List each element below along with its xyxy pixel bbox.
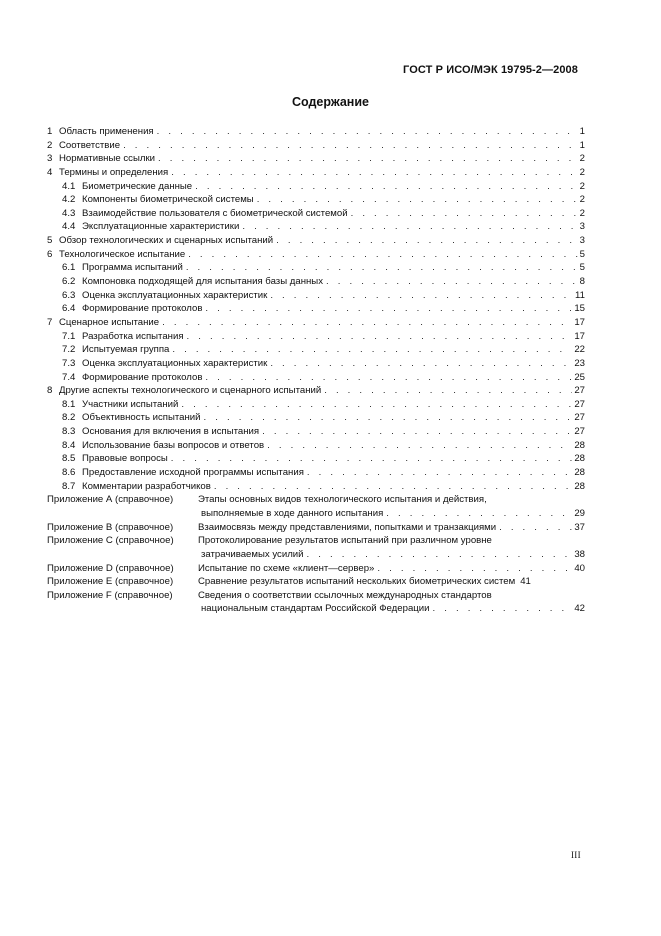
toc-page: 11	[575, 289, 585, 301]
appendix-page: 38	[574, 548, 585, 560]
toc-leader	[205, 302, 572, 316]
toc-title: Эксплуатационные характеристики	[82, 221, 240, 233]
toc-title: Формирование протоколов	[82, 371, 203, 383]
appendix-label: Приложение С (справочное)	[47, 535, 174, 547]
toc-leader	[171, 452, 573, 466]
toc-number: 7.3	[62, 357, 76, 369]
toc-page: 2	[579, 180, 585, 192]
toc-leader	[262, 425, 572, 439]
appendix-entry	[47, 493, 585, 520]
toc-title: Компоновка подходящей для испытания базы данных	[82, 276, 323, 288]
toc-number: 8.2	[62, 412, 76, 424]
toc-page: 1	[579, 139, 585, 151]
toc-leader	[270, 289, 573, 303]
toc-page: 25	[574, 371, 585, 383]
toc-page: 27	[574, 385, 585, 397]
toc-number: 6.2	[62, 276, 76, 288]
toc-title: Предоставление исходной программы испытания	[82, 467, 304, 479]
toc-page: 2	[579, 166, 585, 178]
toc-number: 4	[47, 166, 53, 178]
toc-title: Обзор технологических и сценарных испытаний	[59, 235, 274, 247]
toc-leader	[351, 207, 578, 221]
appendix-title-line2: выполняемые в ходе данного испытания	[201, 507, 384, 519]
toc-entry	[47, 371, 585, 385]
toc-leader	[307, 466, 572, 480]
toc-entry	[47, 180, 585, 194]
toc-leader	[324, 384, 572, 398]
appendix-title-line1: Этапы основных видов технологического испытания и действия,	[198, 494, 487, 506]
toc-leader	[162, 316, 572, 330]
toc-leader	[171, 166, 577, 180]
toc-number: 8.6	[62, 467, 76, 479]
table-of-contents	[47, 125, 585, 616]
toc-leader	[205, 371, 572, 385]
appendix-title-line1: Протоколирование результатов испытаний при различном уровне	[198, 535, 492, 547]
toc-leader	[242, 220, 577, 234]
toc-entry	[47, 289, 585, 303]
toc-entry	[47, 302, 585, 316]
toc-leader	[204, 411, 573, 425]
appendix-page: 29	[574, 507, 585, 519]
toc-title: Испытуемая группа	[82, 344, 170, 356]
toc-title: Технологическое испытание	[59, 248, 186, 260]
toc-page: 22	[574, 344, 585, 356]
toc-title: Оценка эксплуатационных характеристик	[82, 357, 268, 369]
toc-number: 6.1	[62, 262, 76, 274]
appendix-title: Сравнение результатов испытаний нескольких биометрических систем	[198, 576, 516, 588]
toc-number: 8.1	[62, 398, 76, 410]
appendix-page: 41	[520, 576, 531, 588]
toc-leader	[188, 248, 577, 262]
toc-number: 7.2	[62, 344, 76, 356]
appendix-title-line2: затрачиваемых усилий	[201, 548, 304, 560]
toc-entry	[47, 234, 585, 248]
appendix-entry	[47, 521, 585, 535]
toc-number: 7.4	[62, 371, 76, 383]
toc-leader	[386, 507, 572, 521]
toc-number: 8.3	[62, 426, 76, 438]
toc-number: 7.1	[62, 330, 76, 342]
toc-title: Правовые вопросы	[82, 453, 168, 465]
toc-page: 3	[579, 221, 585, 233]
appendix-page: 37	[574, 521, 585, 533]
toc-page: 27	[574, 412, 585, 424]
toc-entry	[47, 152, 585, 166]
toc-entry	[47, 480, 585, 494]
toc-leader	[377, 562, 572, 576]
toc-page: 28	[574, 453, 585, 465]
toc-entry	[47, 439, 585, 453]
toc-page: 2	[579, 153, 585, 165]
toc-leader	[307, 548, 573, 562]
toc-page: 1	[579, 126, 585, 137]
toc-title: Использование базы вопросов и ответов	[82, 439, 265, 451]
toc-title: Основания для включения в испытания	[82, 426, 260, 438]
toc-page: 8	[579, 276, 585, 288]
toc-entry	[47, 466, 585, 480]
appendix-entry	[47, 534, 585, 561]
toc-leader	[326, 275, 578, 289]
appendix-title-line2: национальным стандартам Российской Федерации	[201, 603, 430, 615]
toc-number: 8.7	[62, 480, 76, 492]
toc-leader	[157, 125, 578, 139]
toc-number: 8.4	[62, 439, 76, 451]
toc-page: 2	[579, 194, 585, 206]
toc-number: 6.4	[62, 303, 76, 315]
toc-leader	[158, 152, 578, 166]
toc-entry	[47, 125, 585, 139]
toc-entry	[47, 357, 585, 371]
toc-title: Комментарии разработчиков	[82, 480, 211, 492]
toc-entry	[47, 275, 585, 289]
toc-number: 2	[47, 139, 53, 151]
appendix-entry	[47, 589, 585, 616]
page-title: Содержание	[291, 95, 369, 109]
toc-page: 28	[574, 439, 585, 451]
toc-entry	[47, 411, 585, 425]
toc-leader	[214, 480, 572, 494]
toc-entry	[47, 452, 585, 466]
toc-page: 28	[574, 480, 585, 492]
toc-leader	[276, 234, 578, 248]
toc-page: 5	[579, 262, 585, 274]
toc-title: Термины и определения	[59, 166, 169, 178]
toc-entry	[47, 330, 585, 344]
toc-number: 7	[47, 316, 53, 328]
toc-number: 4.1	[62, 180, 76, 192]
toc-entry	[47, 207, 585, 221]
toc-number: 1	[47, 126, 53, 137]
toc-leader	[187, 330, 573, 344]
appendix-label: Приложение Е (справочное)	[47, 576, 174, 588]
toc-title: Нормативные ссылки	[59, 153, 156, 165]
toc-leader	[195, 180, 578, 194]
toc-title: Разработка испытания	[82, 330, 184, 342]
toc-title: Область применения	[59, 126, 154, 137]
toc-page: 15	[574, 303, 585, 315]
toc-title: Компоненты биометрической системы	[82, 194, 254, 206]
document-standard-header: ГОСТ Р ИСО/МЭК 19795-2—2008	[403, 64, 578, 76]
toc-page: 17	[574, 330, 585, 342]
toc-page: 23	[574, 357, 585, 369]
toc-page: 17	[574, 316, 585, 328]
appendix-label: Приложение В (справочное)	[47, 521, 174, 533]
toc-entry	[47, 220, 585, 234]
toc-leader	[499, 521, 572, 535]
toc-entry	[47, 261, 585, 275]
toc-entry	[47, 248, 585, 262]
appendix-title: Испытание по схеме «клиент—сервер»	[198, 562, 375, 574]
appendix-label: Приложение D (справочное)	[47, 562, 174, 574]
appendix-title: Взаимосвязь между представлениями, попытками и транзакциями	[198, 521, 497, 533]
toc-page: 27	[574, 426, 585, 438]
toc-page: 3	[579, 235, 585, 247]
toc-entry	[47, 193, 585, 207]
appendix-label: Приложение А (справочное)	[47, 494, 174, 506]
toc-leader	[433, 602, 573, 616]
toc-entry	[47, 166, 585, 180]
toc-entry	[47, 384, 585, 398]
toc-leader	[270, 357, 572, 371]
appendix-entry	[47, 575, 585, 589]
toc-leader	[267, 439, 572, 453]
appendix-page: 40	[574, 562, 585, 574]
toc-leader	[257, 193, 578, 207]
toc-number: 4.2	[62, 194, 76, 206]
toc-entry	[47, 343, 585, 357]
toc-title: Участники испытаний	[82, 398, 179, 410]
toc-title: Сценарное испытание	[59, 316, 160, 328]
toc-number: 8.5	[62, 453, 76, 465]
appendix-page: 42	[574, 603, 585, 615]
toc-number: 3	[47, 153, 53, 165]
toc-title: Оценка эксплуатационных характеристик	[82, 289, 268, 301]
toc-page: 28	[574, 467, 585, 479]
toc-page: 27	[574, 398, 585, 410]
toc-number: 4.4	[62, 221, 76, 233]
toc-number: 8	[47, 385, 53, 397]
toc-leader	[181, 398, 572, 412]
toc-title: Взаимодействие пользователя с биометрической системой	[82, 207, 348, 219]
toc-entry	[47, 139, 585, 153]
toc-number: 5	[47, 235, 53, 247]
toc-title: Объективность испытаний	[82, 412, 201, 424]
toc-title: Другие аспекты технологического и сценарного испытаний	[59, 385, 322, 397]
toc-title: Формирование протоколов	[82, 303, 203, 315]
toc-title: Биометрические данные	[82, 180, 193, 192]
toc-page: 2	[579, 207, 585, 219]
toc-title: Соответствие	[59, 139, 121, 151]
appendix-title-line1: Сведения о соответствии ссылочных международных стандартов	[198, 589, 492, 601]
toc-title: Программа испытаний	[82, 262, 183, 274]
toc-leader	[123, 139, 578, 153]
toc-number: 4.3	[62, 207, 76, 219]
toc-leader	[186, 261, 578, 275]
toc-number: 6.3	[62, 289, 76, 301]
toc-page: 5	[579, 248, 585, 260]
appendix-entry	[47, 562, 585, 576]
toc-entry	[47, 316, 585, 330]
page-number: III	[571, 850, 581, 860]
appendix-label: Приложение F (справочное)	[47, 589, 173, 601]
toc-entry	[47, 425, 585, 439]
toc-entry	[47, 398, 585, 412]
toc-leader	[172, 343, 572, 357]
toc-number: 6	[47, 248, 53, 260]
